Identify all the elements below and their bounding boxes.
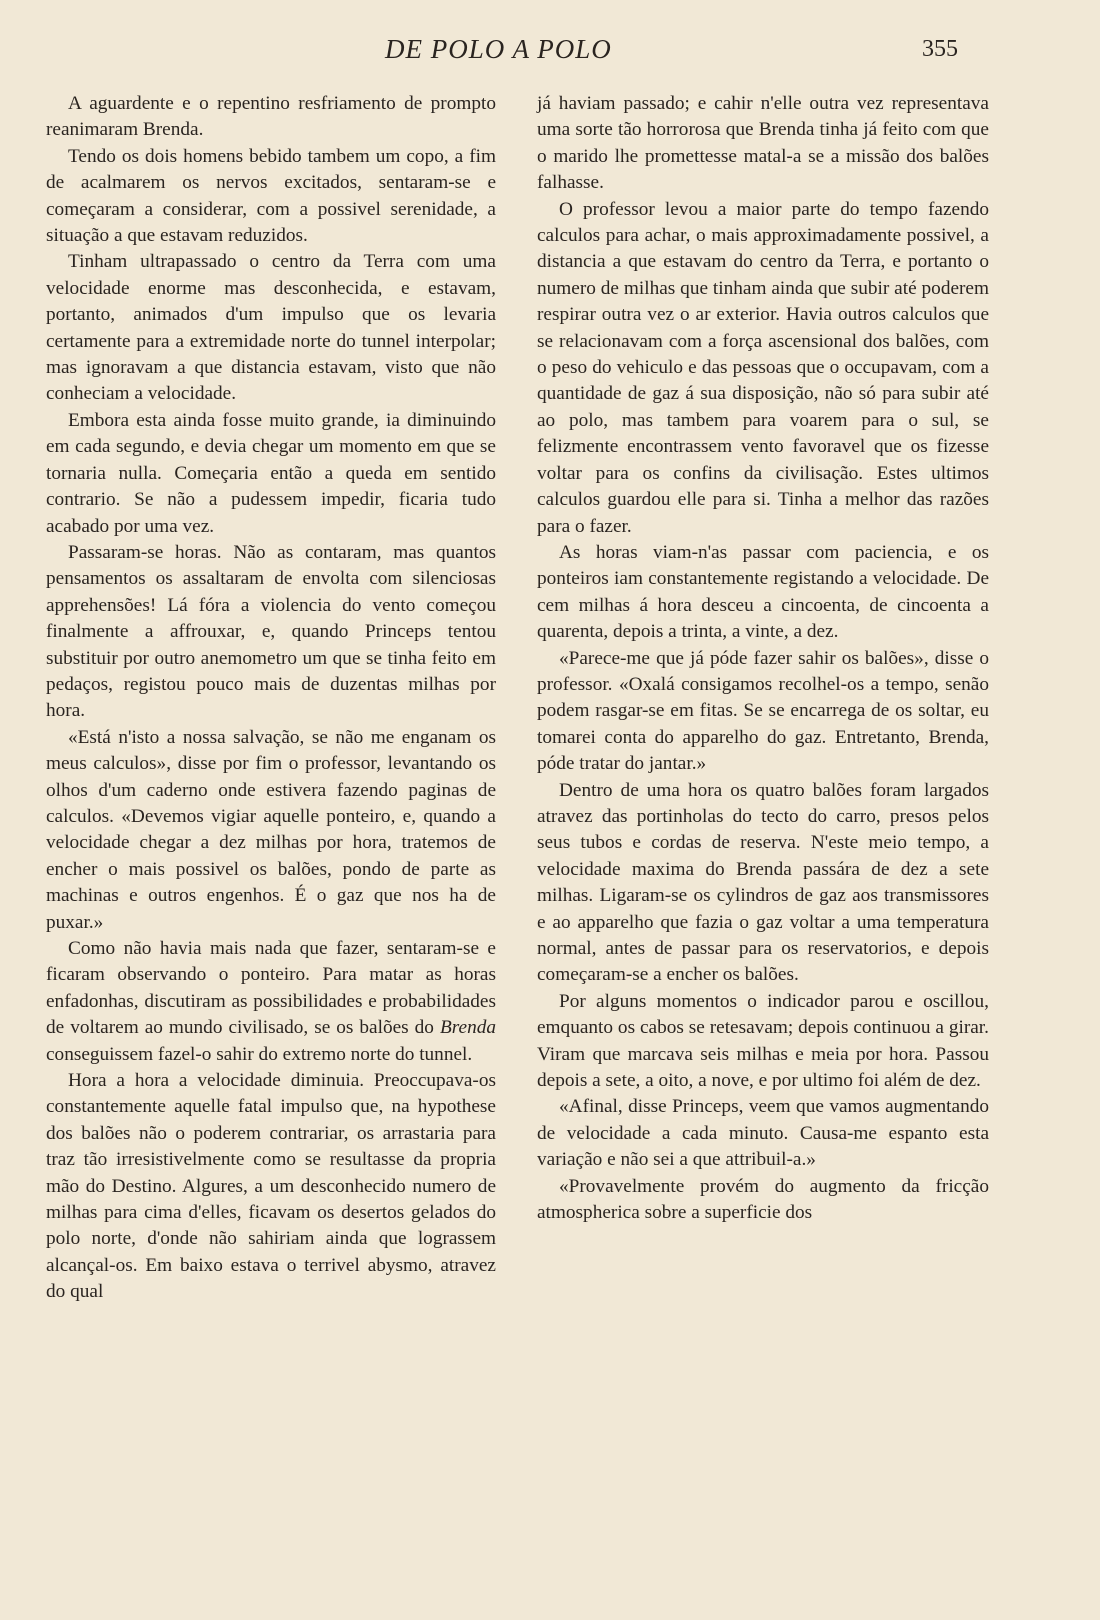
paragraph: «Afinal, disse Princeps, veem que vamos augmentando de velocidade a cada minuto. Causa-me espanto esta variação e não sei a que attribuil-a.» bbox=[537, 1096, 989, 1171]
paragraph: A aguardente e o repentino resfriamento de prompto reanimaram Brenda. bbox=[46, 93, 496, 141]
paragraph: «Provavelmente provém do augmento da fricção atmospherica sobre a superficie dos bbox=[537, 1175, 989, 1224]
paragraph: «Parece-me que já póde fazer sahir os balões», disse o professor. «Oxalá consigamos recolhel-os a tempo, senão podem rasgar-se em fitas. Se se encarrega de os soltar, eu tomarei conta do apparelho do gaz. Entretanto, Brenda, póde tratar do jantar.» bbox=[537, 647, 989, 775]
paragraph-text: conseguissem fazel-o sahir do extremo norte do tunnel. bbox=[46, 1043, 473, 1065]
paragraph: Dentro de uma hora os quatro balões foram largados atravez das portinholas do tecto do carro, presos pelos seus tubos e cordas de reserva. N'este meio tempo, a velocidade maxima do Brenda passára de dez a sete milhas. Ligaram-se os cylindros de gaz aos transmissores e ao apparelho que fazia o gaz voltar a uma temperatura normal, antes de passar para os reservatorios, e depois começaram-se a encher os balões. bbox=[537, 779, 989, 986]
paragraph: Por alguns momentos o indicador parou e oscillou, emquanto os cabos se retesavam; depois continuou a girar. Viram que marcava seis milhas e meia por hora. Passou depois a sete, a oito, a nove, e por ultimo foi além de dez. bbox=[537, 990, 989, 1092]
paragraph: Tinham ultrapassado o centro da Terra com uma velocidade enorme mas desconhecida, e estavam, portanto, animados d'um impulso que os levaria certamente para a extremidade norte do tunnel interpolar; mas ignoravam a que distancia estavam, visto que não conheciam a velocidade. bbox=[46, 251, 496, 405]
right-column bbox=[537, 91, 989, 1226]
paragraph: Embora esta ainda fosse muito grande, ia diminuindo em cada segundo, e devia chegar um momento em que se tornaria nulla. Começaria então a queda em sentido contrario. Se não a pudessem impedir, ficaria tudo acabado por uma vez. bbox=[46, 409, 496, 537]
paragraph: O professor levou a maior parte do tempo fazendo calculos para achar, o mais approximadamente possivel, a distancia a que estavam do centro da Terra, e portanto o numero de milhas que tinham ainda que subir até poderem respirar outra vez o ar exterior. Havia outros calculos que se relacionavam com a força ascensional dos balões, com o peso do vehiculo e das pessoas que o occupavam, com a quantidade de gaz á sua disposição, não só para subir até ao polo, mas tambem para voarem para o sul, se felizmente encontrassem vento favoravel que os fizesse voltar para os confins da civilisação. Estes ultimos calculos guardou elle para si. Tinha a melhor das razões para o fazer. bbox=[537, 198, 989, 537]
page-header bbox=[0, 28, 1100, 68]
paragraph: Tendo os dois homens bebido tambem um copo, a fim de acalmarem os nervos excitados, sentaram-se e começaram a considerar, com a possivel serenidade, a situação a que estavam reduzidos. bbox=[46, 145, 496, 247]
paragraph-text: Como não havia mais nada que fazer, sentaram-se e ficaram observando o ponteiro. Para matar as horas enfadonhas, discutiram as possibilidades e probabilidades de voltarem ao mundo civilisado, se os balões do bbox=[46, 938, 496, 1039]
paragraph: Hora a hora a velocidade diminuia. Preoccupava-os constantemente aquelle fatal impulso que, na hypothese dos balões não o poderem contrariar, os arrastaria para traz tão irresistivelmente como se resultasse da propria mão do Destino. Algures, a um desconhecido numero de milhas para cima d'elles, ficavam os desertos gelados do polo norte, d'onde não sahiriam ainda que lograssem alcançal-os. Em baixo estava o terrivel abysmo, atravez do qual bbox=[46, 1070, 496, 1303]
vessel-name-italic: Brenda bbox=[439, 1017, 496, 1039]
paragraph bbox=[46, 936, 496, 1068]
left-column bbox=[46, 91, 496, 1306]
running-title: DE POLO A POLO bbox=[385, 34, 612, 64]
paragraph-continued: já haviam passado; e cahir n'elle outra vez representava uma sorte tão horrorosa que Brenda tinha já feito com que o marido lhe promettesse matal-a se a missão dos balões falhasse. bbox=[537, 93, 989, 194]
paragraph: Passaram-se horas. Não as contaram, mas quantos pensamentos os assaltaram de envolta com silenciosas apprehensões! Lá fóra a violencia do vento começou finalmente a affrouxar, e, quando Princeps tentou substituir por outro anemometro um que se tinha feito em pedaços, registou pouco mais de duzentas milhas por hora. bbox=[46, 541, 496, 722]
paragraph: As horas viam-n'as passar com paciencia, e os ponteiros iam constantemente registando a velocidade. De cem milhas á hora desceu a cincoenta, de cincoenta a quarenta, depois a trinta, a vinte, a dez. bbox=[537, 541, 989, 643]
paragraph: «Está n'isto a nossa salvação, se não me enganam os meus calculos», disse por fim o professor, levantando os olhos d'um caderno onde estivera fazendo paginas de calculos. «Devemos vigiar aquelle ponteiro, e, quando a velocidade chegar a dez milhas por hora, tratemos de encher o mais possivel os balões, pondo de parte as machinas e outros engenhos. É o gaz que nos ha de puxar.» bbox=[46, 726, 496, 933]
page-number: 355 bbox=[922, 36, 958, 62]
